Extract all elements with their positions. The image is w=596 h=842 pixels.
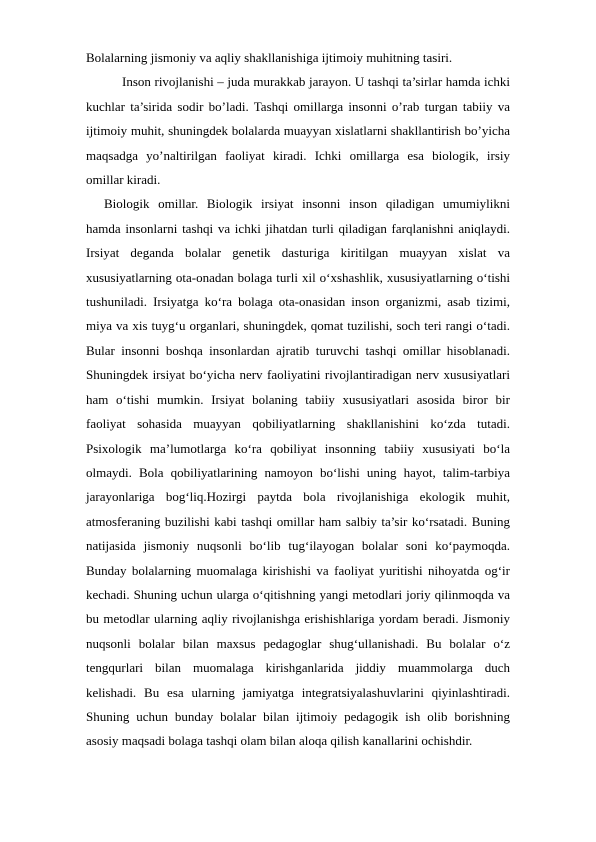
document-title: Bolalarning jismoniy va aqliy shakllanishiga ijtimoiy muhitning tasiri. [86, 50, 453, 65]
paragraph-human-development: Inson rivojlanishi – juda murakkab jarayon. U tashqi ta’sirlar hamda ichki kuchlar ta’sirida sodir bo’ladi. Tashqi omillarga insonni o’rab turgan tabiiy va ijtimoiy muhit, shuningdek bolalarda muayyan xislatlarni shakllantirish bo’yicha maqsadga yo’naltirilgan faoliyat kiradi. Ichki omillarga esa biologik, irsiy omillar kiradi. [86, 74, 510, 188]
document-page [86, 46, 510, 754]
paragraph-biological-factors: Biologik omillar. Biologik irsiyat insonni inson qiladigan umumiylikni hamda insonlarni tashqi va ichki jihatdan turli qiladigan farqlanishni aniqlaydi. Irsiyat deganda bolalar genetik dasturiga kiritilgan muayyan xislat va xususiyatlarning ota-onadan bolaga turli xil o‘xshashlik, xususiyatlarning o‘tishi tushuniladi. Irsiyatga ko‘ra bolaga ota-onasidan inson organizmi, asab tizimi, miya va xis tuyg‘u organlari, shuningdek, qomat tuzilishi, soch teri rangi o‘tadi. Bular insonni boshqa insonlardan ajratib turuvchi tashqi omillar hisoblanadi. Shuningdek irsiyat bo‘yicha nerv faoliyatini rivojlantiradigan nerv xususiyatlari ham o‘tishi mumkin. Irsiyat bolaning tabiiy xususiyatlari asosida biror bir faoliyat sohasida muayyan qobiliyatlarning shakllanishini ko‘zda tutadi. Psixologik ma’lumotlarga ko‘ra qobiliyat insonning tabiiy xususiyati bo‘la olmaydi. Bola qobiliyatlarining namoyon bo‘lishi uning hayot, talim-tarbiya jarayonlariga bog‘liq.Hozirgi paytda bola rivojlanishiga ekologik muhit, atmosferaning buzilishi kabi tashqi omillar ham salbiy ta’sir ko‘rsatadi. Buning natijasida jismoniy nuqsonli bo‘lib tug‘ilayogan bolalar soni ko‘paymoqda. Bunday bolalarning muomalaga kirishishi va faoliyat yuritishi nihoyatda og‘ir kechadi. Shuning uchun ularga o‘qitishning yangi metodlari joriy qilinmoqda va bu metodlar ularning aqliy rivojlanishga erishishlariga yordam beradi. Jismoniy nuqsonli bolalar bilan maxsus pedagoglar shug‘ullanishadi. Bu bolalar o‘z tengqurlari bilan muomalaga kirishganlarida jiddiy muammolarga duch kelishadi. Bu esa ularning jamiyatga integratsiyalashuvlarini qiyinlashtiradi. Shuning uchun bunday bolalar bilan ijtimoiy pedagogik ish olib borishning asosiy maqsadi bolaga tashqi olam bilan aloqa qilish kanallarini ochishdir. [86, 196, 510, 749]
